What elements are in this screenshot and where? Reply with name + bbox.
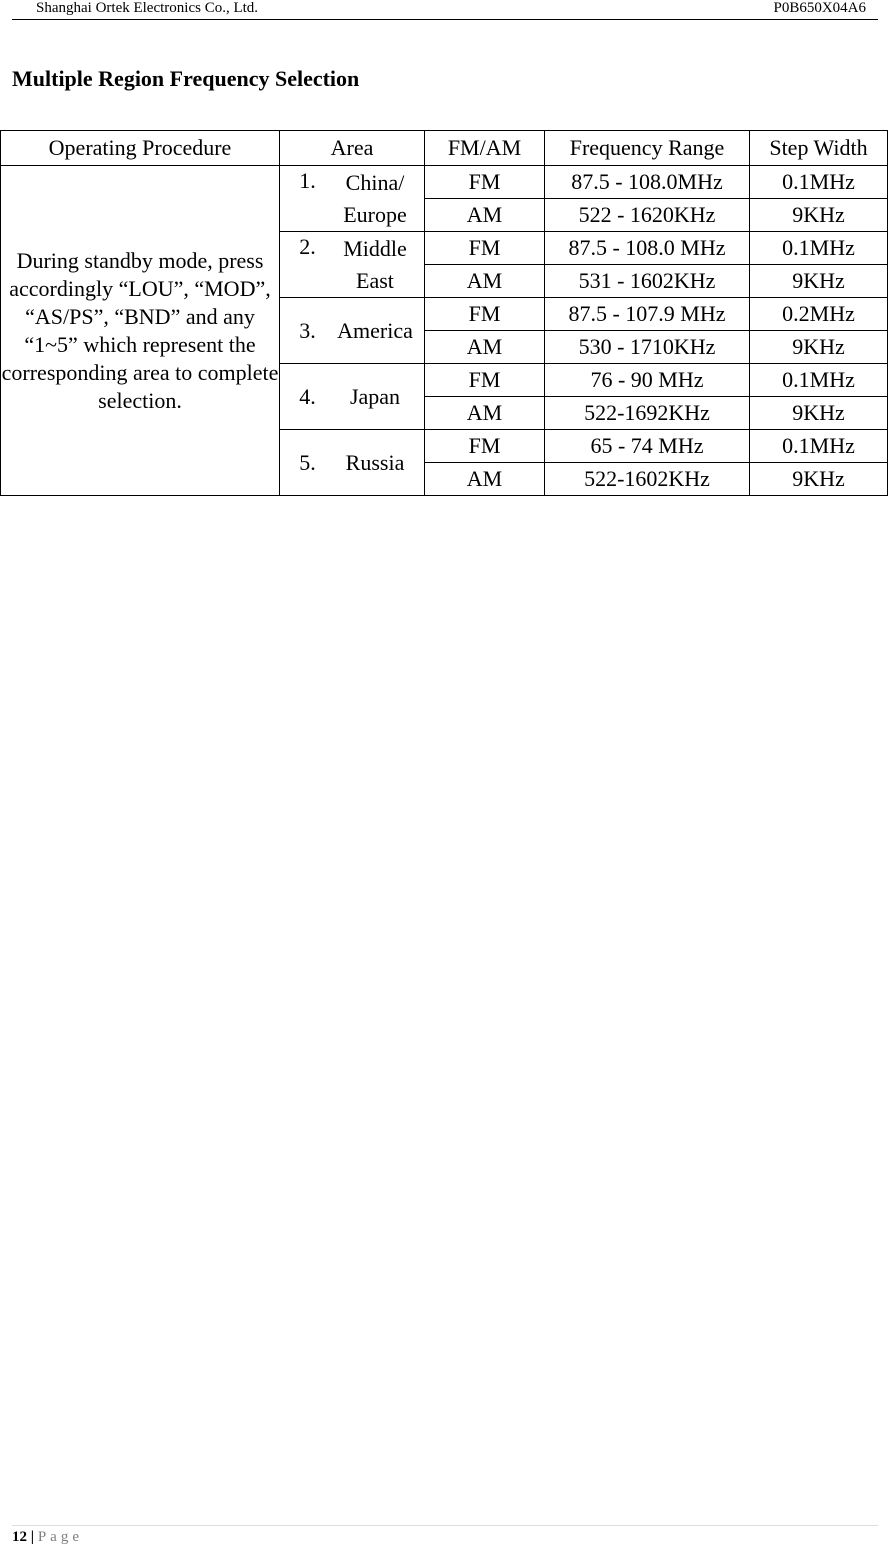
frequency-table bbox=[0, 130, 888, 496]
area-name: China/ Europe bbox=[343, 169, 407, 227]
operating-procedure-cell: During standby mode, press accordingly “LOU”, “MOD”, “AS/PS”, “BND” and any “1~5” which represent the corresponding area to complete selection. bbox=[1, 166, 280, 496]
band-cell: FM bbox=[425, 430, 545, 463]
footer-divider bbox=[12, 1525, 878, 1526]
column-header-step-width: Step Width bbox=[750, 131, 888, 166]
area-number: 3. bbox=[299, 317, 316, 343]
frequency-range-cell: 522 - 1620KHz bbox=[545, 199, 750, 232]
area-number: 5. bbox=[299, 449, 316, 475]
area-cell bbox=[280, 364, 425, 430]
area-cell bbox=[280, 166, 425, 232]
page-footer bbox=[12, 1529, 83, 1546]
step-width-cell: 0.1MHz bbox=[750, 364, 888, 397]
frequency-range-cell: 522-1692KHz bbox=[545, 397, 750, 430]
page-number: 12 bbox=[12, 1529, 27, 1545]
area-name: Japan bbox=[349, 383, 401, 409]
table-header-row bbox=[1, 131, 888, 166]
area-cell bbox=[280, 298, 425, 364]
column-header-frequency-range: Frequency Range bbox=[545, 131, 750, 166]
area-number: 2. bbox=[299, 233, 316, 259]
step-width-cell: 0.1MHz bbox=[750, 430, 888, 463]
column-header-area: Area bbox=[280, 131, 425, 166]
area-name: Middle East bbox=[343, 235, 407, 293]
band-cell: AM bbox=[425, 463, 545, 496]
page-header bbox=[12, 0, 878, 20]
step-width-cell: 0.1MHz bbox=[750, 232, 888, 265]
band-cell: FM bbox=[425, 232, 545, 265]
column-header-band: FM/AM bbox=[425, 131, 545, 166]
frequency-range-cell: 76 - 90 MHz bbox=[545, 364, 750, 397]
band-cell: AM bbox=[425, 199, 545, 232]
company-name: Shanghai Ortek Electronics Co., Ltd. bbox=[36, 0, 259, 16]
frequency-range-cell: 530 - 1710KHz bbox=[545, 331, 750, 364]
step-width-cell: 9KHz bbox=[750, 397, 888, 430]
frequency-range-cell: 531 - 1602KHz bbox=[545, 265, 750, 298]
band-cell: FM bbox=[425, 298, 545, 331]
step-width-cell: 9KHz bbox=[750, 463, 888, 496]
area-name: Russia bbox=[345, 449, 405, 475]
section-title: Multiple Region Frequency Selection bbox=[12, 66, 360, 91]
page-label: Page bbox=[37, 1529, 83, 1545]
frequency-range-cell: 522-1602KHz bbox=[545, 463, 750, 496]
frequency-range-cell: 65 - 74 MHz bbox=[545, 430, 750, 463]
column-header-procedure: Operating Procedure bbox=[1, 131, 280, 166]
footer-separator: | bbox=[30, 1529, 35, 1545]
step-width-cell: 0.2MHz bbox=[750, 298, 888, 331]
band-cell: AM bbox=[425, 265, 545, 298]
step-width-cell: 9KHz bbox=[750, 199, 888, 232]
step-width-cell: 9KHz bbox=[750, 265, 888, 298]
frequency-range-cell: 87.5 - 107.9 MHz bbox=[545, 298, 750, 331]
area-number: 4. bbox=[299, 383, 316, 409]
band-cell: AM bbox=[425, 331, 545, 364]
area-name: America bbox=[337, 317, 413, 343]
step-width-cell: 0.1MHz bbox=[750, 166, 888, 199]
frequency-range-cell: 87.5 - 108.0 MHz bbox=[545, 232, 750, 265]
area-cell bbox=[280, 232, 425, 298]
document-number: P0B650X04A6 bbox=[773, 0, 866, 16]
frequency-range-cell: 87.5 - 108.0MHz bbox=[545, 166, 750, 199]
table-row bbox=[1, 166, 888, 199]
area-cell bbox=[280, 430, 425, 496]
band-cell: FM bbox=[425, 364, 545, 397]
step-width-cell: 9KHz bbox=[750, 331, 888, 364]
area-number: 1. bbox=[299, 167, 316, 193]
band-cell: AM bbox=[425, 397, 545, 430]
band-cell: FM bbox=[425, 166, 545, 199]
